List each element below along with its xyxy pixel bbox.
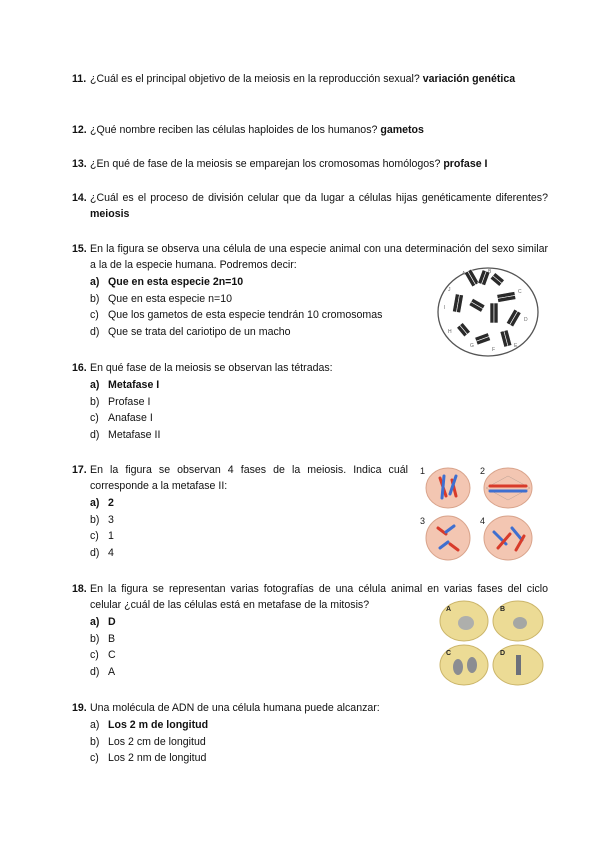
option-a[interactable]: a) Que en esta especie 2n=10	[90, 276, 244, 288]
question-11	[72, 71, 548, 87]
question-text: Una molécula de ADN de una célula humana puede alcanzar:	[90, 702, 380, 714]
question-text: ¿En qué de fase de la meiosis se emparejan los cromosomas homólogos? profase I	[90, 158, 488, 170]
figure-label: F	[492, 347, 496, 353]
question-number: 13.	[72, 158, 87, 170]
cell-photos-figure	[438, 599, 546, 687]
question-number: 11.	[72, 73, 87, 85]
question-text: En la figura se observan 4 fases de la meiosis. Indica cuál corresponde a la metafase II:	[90, 464, 408, 492]
question-text: ¿Cuál es el proceso de división celular que da lugar a células hijas genéticamente diferentes? meiosis	[90, 192, 548, 220]
figure-label: A	[446, 606, 452, 613]
figure-label: 3	[420, 516, 426, 526]
option-d[interactable]: d) Que se trata del cariotipo de un macho	[90, 325, 291, 338]
question-number: 18.	[72, 583, 87, 595]
figure-label: 1	[420, 466, 426, 476]
option-c[interactable]: c) Que los gametos de esta especie tendrán 10 cromosomas	[90, 309, 383, 322]
meiosis-phases-figure	[416, 462, 536, 564]
figure-label: B	[488, 269, 492, 275]
options-list	[90, 495, 408, 561]
options-list	[90, 717, 548, 767]
question-number: 16.	[72, 362, 87, 374]
figure-label: H	[448, 329, 452, 335]
figure-label: E	[514, 343, 518, 349]
options-list	[90, 377, 548, 443]
figure-label: A	[462, 271, 466, 277]
question-13	[72, 156, 548, 172]
question-19	[72, 700, 548, 767]
question-number: 17.	[72, 464, 87, 476]
figure-label: I	[444, 305, 446, 311]
answer: profase I	[443, 158, 488, 170]
option-b[interactable]: b) Profase I	[90, 395, 151, 408]
option-d[interactable]: d) 4	[90, 546, 114, 559]
question-number: 12.	[72, 124, 87, 136]
figure-label: C	[446, 650, 452, 657]
question-12	[72, 122, 548, 138]
figure-label: D	[524, 317, 528, 323]
figure-label: 2	[480, 466, 486, 476]
question-text: En la figura se representan varias fotografías de una célula animal en varias fases del ciclo celular ¿cuál de las células está en metafase de la mitosis?	[90, 583, 548, 611]
question-16	[72, 360, 548, 443]
option-b[interactable]: b) 3	[90, 513, 114, 526]
answer: variación genética	[422, 73, 516, 85]
answer: meiosis	[90, 208, 130, 220]
question-text: En la figura se observa una célula de una especie animal con una determinación del sexo similar a la de la especie humana. Podremos decir:	[90, 243, 548, 271]
option-c[interactable]: c) C	[90, 649, 116, 662]
option-d[interactable]: d) Metafase II	[90, 428, 161, 441]
question-14	[72, 190, 548, 222]
figure-label: C	[518, 289, 522, 295]
option-a[interactable]: a) Metafase I	[90, 379, 160, 391]
question-text: En qué fase de la meiosis se observan las tétradas:	[90, 362, 333, 374]
figure-label: B	[500, 606, 506, 613]
figure-label: G	[470, 343, 474, 349]
option-a[interactable]: a) D	[90, 616, 116, 628]
figure-label: J	[448, 287, 451, 293]
option-c[interactable]: c) 1	[90, 530, 114, 543]
option-d[interactable]: d) A	[90, 665, 116, 678]
option-c[interactable]: c) Anafase I	[90, 412, 153, 425]
figure-label: D	[500, 650, 506, 657]
figure-label: 4	[480, 516, 486, 526]
question-number: 15.	[72, 243, 87, 255]
option-b[interactable]: b) Que en esta especie n=10	[90, 292, 232, 305]
question-17	[72, 462, 408, 561]
question-text: ¿Cuál es el principal objetivo de la meiosis en la reproducción sexual? variación genética	[90, 73, 516, 85]
question-text: ¿Qué nombre reciben las células haploides de los humanos? gametos	[90, 124, 424, 136]
question-number: 14.	[72, 192, 87, 204]
option-b[interactable]: b) B	[90, 632, 116, 645]
answer: gametos	[380, 124, 424, 136]
option-c[interactable]: c) Los 2 nm de longitud	[90, 752, 207, 765]
option-a[interactable]: a) Los 2 m de longitud	[90, 719, 209, 731]
option-b[interactable]: b) Los 2 cm de longitud	[90, 735, 206, 748]
option-a[interactable]: a) 2	[90, 497, 114, 509]
karyotype-figure	[432, 263, 548, 359]
question-number: 19.	[72, 702, 87, 714]
